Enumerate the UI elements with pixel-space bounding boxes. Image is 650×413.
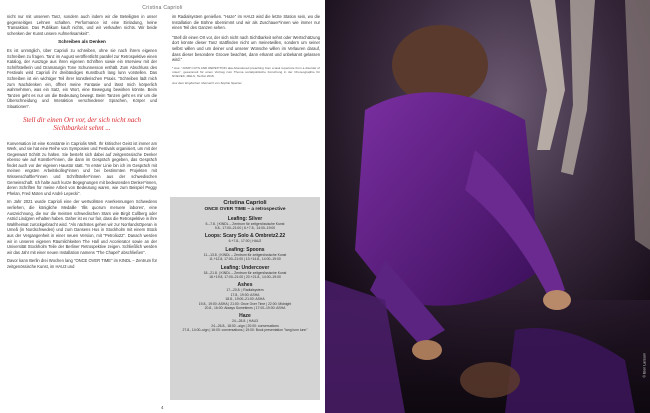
program-section [170, 265, 320, 280]
program-line: 27.8., 14:00–sign | 16:00: conversations | 19:00: Book presentation "lang lunn lunn" [182, 328, 308, 333]
dance-photo [325, 0, 650, 413]
program-section [170, 282, 320, 310]
program-line: 24.–26.8., 18:00 –sign | 20:00: conversations [211, 323, 279, 328]
photo-credit: © Elon Larsson [643, 353, 647, 378]
paragraph: Konversation ist eine Konstante in Capriolis Welt. Ihr kritischer Geist ist immer am Werk, und sie hat eine Reihe von Symposien und Festivals organisiert, um mit der Gegenwart Schritt zu halten. Sie besteht sich dabei auf zeitgenössische Denker ebenso wie auf Künstler*innen, die dann im Gespräch gegeben, das Gespräch findet auch vor der eigenen Haustür statt. "In erster Linie bin ich im Gespräch mit meinen engsten Arbeitskolleg*innen und bei bestimmten Projekten mit Wissenschaftler*innen und Schriftsteller*innen aus der schwedischen Gemeinschaft. Ich halte auch kurze Begegnungen mit bedeutenden Denker*innen, deren Schriften für meine Arbeit von Bedeutung waren, wie zum Beispiel Peggy Phelan, Fred Moten und André Lepecki". [7, 140, 157, 196]
program-section [170, 313, 320, 332]
program-line: 5.8., 17:00–21:00 | 6.+7.8., 14:00–19:00 [214, 226, 276, 230]
program-line: 11.–13.8. | KINDL – Zentrum für zeitgenössische Kunst [203, 252, 287, 257]
program-section [170, 233, 320, 243]
program-section-title: Leafing: Silver [227, 215, 263, 222]
program-section-title: Leafing: Undercover [220, 264, 270, 271]
paragraph: im Radialsystem genießen. "Haze" im HAU3 wird die letzte Station sein, wo die Installation die Bühne übernimmt und wir als Zuschauer*innen wie immer nur einen Teil des Ganzen sehen. [172, 14, 320, 31]
program-line: 17.8., 19:00: ASHA [230, 292, 260, 297]
program-section-title: Loops: Scary Solo & Ombretz2.22 [204, 233, 286, 240]
program-line: 24.–28.8. | HAU3 [232, 319, 258, 324]
program-subtitle: ONCE OVER TIME – a retrospective [204, 206, 286, 212]
program-line: 6.+7.8., 17:00 | HAU2 [228, 239, 262, 244]
program-line: 11.+12.8, 17:00–21:00 | 13.+14.8., 14:00–19:00 [209, 257, 281, 262]
paragraph: Es ist unmöglich, über Caprioli zu schreiben, ohne sie nach ihrem eigenen Schreiben zu fragen. Tanz im August veröffentlicht parallel zur Retrospektive einen Katalog, der Auszüge aus ihren eigenen Schriften sowie ein Interview mit der Schriftstellerin und Dramaturgin Tone Schunnesson enthält. Zum Abschluss des Festivals wird Caprioli ihr dreibändiges Kunstbuch lang lunn vorstellen. Das Schreiben ist ein wichtiger Teil ihrer künstlerischen Praxis. "Schreiben lädt mich zum Nachdenken ein, öffnet meine Fantasie und lässt mich körperlich wahrnehmen, was ein Satz, ein Wort, eine Bewegung bewirken könnte. Beim Tanzen geht es nur um die Bedeutung bewegt. Beim Tanzen geht es mir um die Überschneidung und Interaktion verschiedener Sprachen, Körper und Situationen". [7, 47, 157, 109]
program-box [170, 197, 320, 400]
program-line: 17.–20.8. | Radialsystem [226, 288, 264, 293]
program-line: 18.–21.8. | KINDL – Zentrum für zeitgenössische Kunst [203, 270, 287, 275]
program-section-title: Haze [239, 313, 251, 320]
section-heading: Schreiben als Denken [58, 39, 106, 45]
program-line: 5.–7.8. | KINDL – Zentrum für zeitgenössische Kunst [205, 221, 285, 226]
footnote: * Aus: "JUMP CUTS AND REPETITION aka Abandoned preaching from a task repertoire from a disorder of notes", gesammelt für einen Vortrag zum Thema sozialpolitische Forschung in der Choreographie für NOEVEK, MELS, Herbst 2018. [172, 65, 320, 79]
program-line: 20.8., 16:00: Always Sometimes | 17:00–19:00: ASHA [204, 306, 286, 311]
block-quote: "Stell dir einen Ort vor, der sich nicht nach Sichtbarkeit sehnt oder Wertschätzung dort könnte dieser Tanz stattfinden nicht um meinetwillen, sondern um seiner selbst willen und um deiner und unserer Wünsche willen im Verlauren darauf, dass dieser besondere Groove beachtet, dann erkannt und unbekannt gelassen wird." [172, 34, 320, 63]
program-section-title: Ashes [237, 282, 253, 289]
program-line: 18.+19.8, 17:00–21:00 | 20.+21.8., 14:00–19:00 [209, 275, 281, 280]
pull-quote: Stell dir einen Ort vor, der sich nicht nach Sichtbarkeit sehnt ... [22, 115, 141, 132]
running-head: Cristina Caprioli [142, 5, 183, 11]
left-column [7, 14, 157, 273]
paragraph: Davor kann Berlin drei Wochen lang "ONCE OVER TIME" im KINDL – Zentrum für zeitgenössische Kunst, im HAU3 und [7, 258, 157, 269]
program-section [170, 247, 320, 262]
paragraph: Im Jahr 2021 wurde Caprioli eine der wertvollsten Anerkennungen Schwedens verliehen, die königliche Medaille 'Illis quorum meruere labores', eine Auszeichnung, die nur die meisten schwedischen Stars wie Birgit Cullberg oder Astrid Lindgren erhalten haben. Daher ist es nur fair, dass die Retrospektive in ihre Wahlheimat zurückgebracht wird. "Als nächstes gehen wir zur NorrlandsOperan in Umeå (in Nordschweden) und zum Dansens Hus in Stockholm mit einem Stück aus der Vergangenheit in einer neuen Version, mit "Petrolio22". Danach werden wir in unseren eigenen Räumlichkeiten The Hall und Accelerator sowie an der Universität Stockholm Teile der Berliner Retrospektive zeigen. Schließlich werden wir das Jahr mit einer neuen Installation namens "The Chapel" abschließen". [7, 199, 157, 255]
program-section [170, 216, 320, 231]
program-section-title: Leafing: Spoons [225, 246, 265, 253]
program-sections [170, 216, 320, 333]
program-line: 19.8., 19:00: ASHA | 21:00: Once Over Time | 22:00: Midnight [198, 301, 292, 306]
program-line: 18.8., 19:00–21:00: ASHA [225, 297, 265, 302]
paragraph: nicht nur mit unserem Tanz, sondern auch indem wir die Beteiligten in unser gegenseitiges Lehnen schalten. Performance ist eine Einladung, keine Transaktion. Das Publikum kauft nichts, und wir verkaufen nichts. Wir beide schenken der Kunst unsere Aufmerksamkeit". [7, 14, 157, 36]
page-number: 4 [161, 405, 164, 410]
translation-credit: Aus dem Englischen übersetzt von Sophie Specter. [172, 81, 243, 86]
right-column [172, 14, 320, 86]
dance-photo-image [325, 0, 650, 413]
program-title: Cristina Caprioli [223, 200, 267, 206]
